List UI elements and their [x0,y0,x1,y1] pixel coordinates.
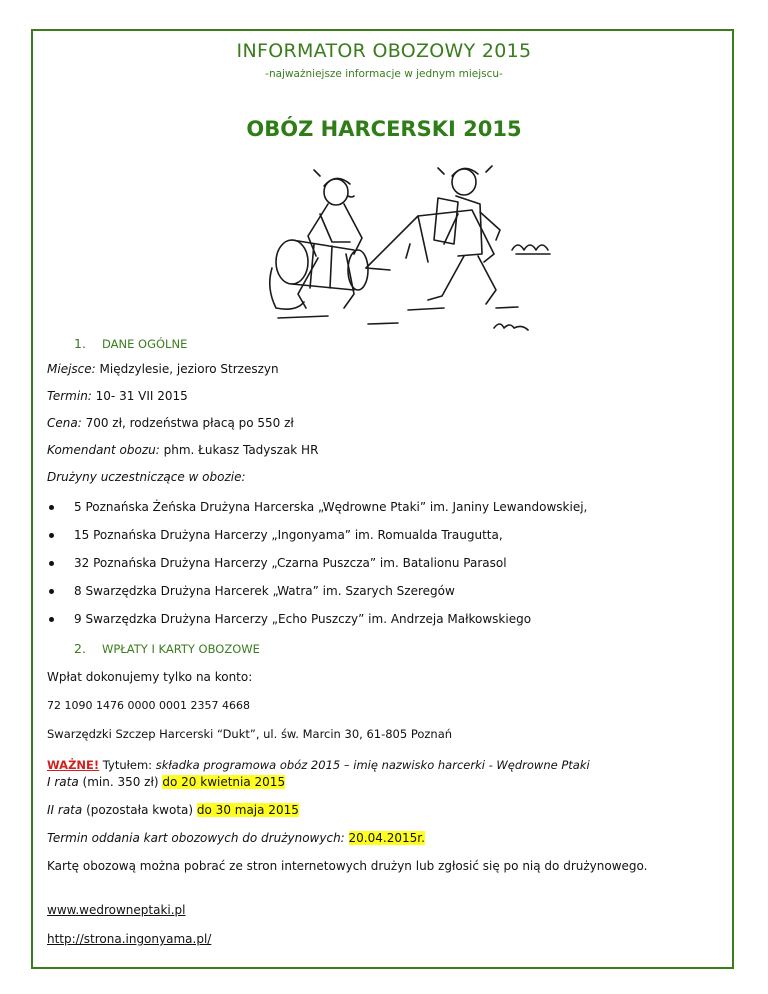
recipient-address: Swarzędzki Szczep Harcerski “Dukt”, ul. św. Marcin 30, 61-805 Poznań [47,727,453,741]
location-line: Miejsce: Międzylesie, jezioro Strzeszyn [47,362,279,376]
section-heading-payments: 2. WPŁATY I KARTY OBOZOWE [74,641,260,656]
cards-info: Kartę obozową można pobrać ze stron internetowych drużyn lub zgłosić się po nią do drużynowego. [47,859,648,873]
section-heading-general: 1. DANE OGÓLNE [74,336,188,351]
term-line: Termin: 10- 31 VII 2015 [47,389,188,403]
link-ingonyama[interactable]: http://strona.ingonyama.pl/ [47,932,212,946]
scouts-camp-illustration [258,158,554,340]
payment-intro: Wpłat dokonujemy tylko na konto: [47,670,253,684]
cards-deadline-line: Termin oddania kart obozowych do drużynowych: 20.04.2015r. [47,831,425,845]
link-wedrowneptaki[interactable]: www.wedrowneptaki.pl [47,903,186,917]
payment-title-line: WAŻNE! Tytułem: składka programowa obóz 2015 – imię nazwisko harcerki - Wędrowne Ptaki [47,758,590,772]
commander-line: Komendant obozu: phm. Łukasz Tadyszak HR [47,443,319,457]
price-line: Cena: 700 zł, rodzeństwa płacą po 550 zł [47,416,294,430]
informator-title: INFORMATOR OBOZOWY 2015 [236,40,532,62]
bank-account-number: 72 1090 1476 0000 0001 2357 4668 [47,699,250,712]
informator-subtitle: -najważniejsze informacje w jednym miejscu- [265,68,503,80]
first-installment-line: I rata (min. 350 zł) do 20 kwietnia 2015 [47,775,286,789]
teams-label: Drużyny uczestniczące w obozie: [47,470,246,484]
camp-title: OBÓZ HARCERSKI 2015 [246,117,522,141]
second-installment-line: II rata (pozostała kwota) do 30 maja 2015 [47,803,299,817]
